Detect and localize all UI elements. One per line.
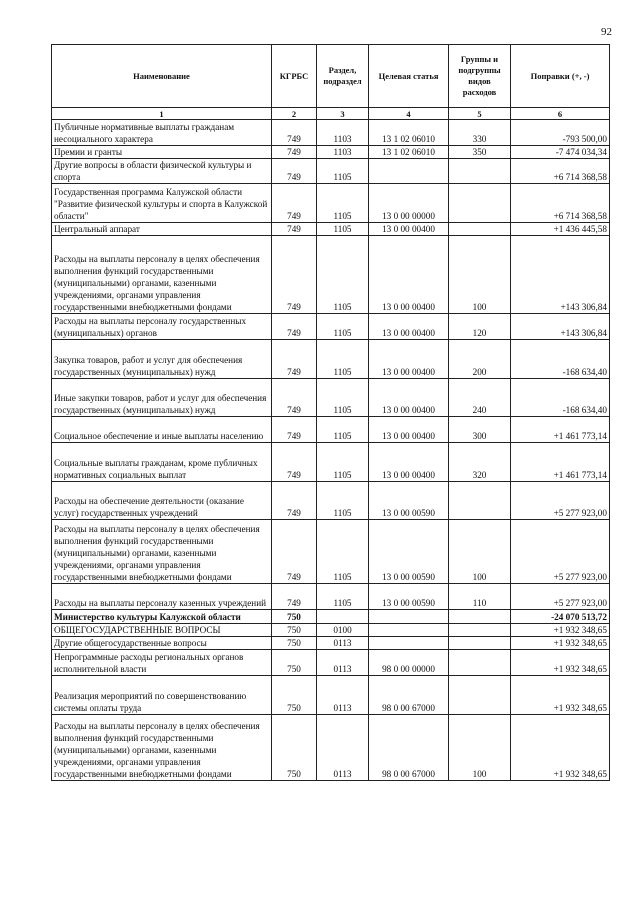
row-name: Другие общегосударственные вопросы: [52, 637, 272, 650]
row-target-article: 13 0 00 00000: [369, 184, 449, 223]
row-name: Реализация мероприятий по совершенствованию системы оплаты труда: [52, 676, 272, 715]
row-expense-group: [449, 482, 511, 520]
row-amount: -24 070 513,72: [511, 610, 610, 624]
row-name: Иные закупки товаров, работ и услуг для обеспечения государственных (муниципальных) нужд: [52, 379, 272, 417]
row-expense-group: [449, 637, 511, 650]
row-section: 1105: [317, 340, 369, 379]
row-target-article: 98 0 00 67000: [369, 715, 449, 781]
row-section: 1103: [317, 146, 369, 159]
row-section: [317, 610, 369, 624]
row-section: 0113: [317, 650, 369, 676]
row-target-article: 13 0 00 00400: [369, 314, 449, 340]
row-expense-group: 240: [449, 379, 511, 417]
row-expense-group: [449, 610, 511, 624]
row-target-article: 13 0 00 00400: [369, 223, 449, 236]
row-expense-group: [449, 223, 511, 236]
row-kgrbs: 749: [272, 184, 317, 223]
row-name: Закупка товаров, работ и услуг для обеспечения государственных (муниципальных) нужд: [52, 340, 272, 379]
row-kgrbs: 749: [272, 584, 317, 610]
row-name: ОБЩЕГОСУДАРСТВЕННЫЕ ВОПРОСЫ: [52, 624, 272, 637]
row-kgrbs: 750: [272, 715, 317, 781]
row-target-article: 13 0 00 00400: [369, 443, 449, 482]
row-name: Непрограммные расходы региональных органов исполнительной власти: [52, 650, 272, 676]
row-target-article: [369, 610, 449, 624]
column-number: 5: [449, 108, 511, 120]
row-expense-group: [449, 184, 511, 223]
row-expense-group: [449, 676, 511, 715]
row-target-article: [369, 624, 449, 637]
table-row: [52, 584, 610, 610]
table-row: [52, 482, 610, 520]
row-section: 0100: [317, 624, 369, 637]
row-section: 1105: [317, 159, 369, 184]
table-row: [52, 610, 610, 624]
row-target-article: 13 0 00 00590: [369, 520, 449, 584]
row-expense-group: 110: [449, 584, 511, 610]
row-section: 0113: [317, 676, 369, 715]
page-number: 92: [601, 26, 612, 38]
row-target-article: 13 0 00 00400: [369, 340, 449, 379]
row-amount: +1 932 348,65: [511, 650, 610, 676]
row-target-article: [369, 159, 449, 184]
row-expense-group: 100: [449, 520, 511, 584]
row-amount: +1 932 348,65: [511, 624, 610, 637]
row-expense-group: 120: [449, 314, 511, 340]
row-target-article: [369, 637, 449, 650]
row-amount: +143 306,84: [511, 236, 610, 314]
table-row: [52, 520, 610, 584]
row-amount: +1 461 773,14: [511, 417, 610, 443]
row-expense-group: 330: [449, 120, 511, 146]
row-target-article: 13 0 00 00400: [369, 417, 449, 443]
budget-amendments-table: [51, 44, 610, 781]
row-kgrbs: 750: [272, 624, 317, 637]
row-amount: +5 277 923,00: [511, 520, 610, 584]
header-name: Наименование: [52, 45, 272, 108]
row-kgrbs: 749: [272, 340, 317, 379]
row-section: 0113: [317, 715, 369, 781]
row-expense-group: 300: [449, 417, 511, 443]
row-target-article: 13 1 02 06010: [369, 146, 449, 159]
row-name: Социальное обеспечение и иные выплаты населению: [52, 417, 272, 443]
row-target-article: 13 0 00 00590: [369, 482, 449, 520]
row-name: Социальные выплаты гражданам, кроме публичных нормативных социальных выплат: [52, 443, 272, 482]
row-amount: +1 436 445,58: [511, 223, 610, 236]
row-expense-group: 100: [449, 715, 511, 781]
row-name: Расходы на выплаты персоналу казенных учреждений: [52, 584, 272, 610]
row-target-article: 98 0 00 00000: [369, 650, 449, 676]
row-name: Публичные нормативные выплаты гражданам несоциального характера: [52, 120, 272, 146]
header-kgrbs: КГРБС: [272, 45, 317, 108]
row-name: Министерство культуры Калужской области: [52, 610, 272, 624]
row-amount: -168 634,40: [511, 379, 610, 417]
row-kgrbs: 749: [272, 120, 317, 146]
row-amount: +1 932 348,65: [511, 715, 610, 781]
row-kgrbs: 749: [272, 236, 317, 314]
table-row: [52, 120, 610, 146]
column-number: 4: [369, 108, 449, 120]
row-expense-group: 200: [449, 340, 511, 379]
table-row: [52, 676, 610, 715]
table-row: [52, 184, 610, 223]
table-row: [52, 443, 610, 482]
row-expense-group: [449, 624, 511, 637]
row-amount: +1 932 348,65: [511, 637, 610, 650]
row-name: Центральный аппарат: [52, 223, 272, 236]
row-section: 1105: [317, 443, 369, 482]
row-section: 1105: [317, 584, 369, 610]
row-kgrbs: 750: [272, 610, 317, 624]
row-expense-group: 350: [449, 146, 511, 159]
row-name: Расходы на выплаты персоналу в целях обеспечения выполнения функций государственными (муниципальными) органами, казенными учреждениями, органами управления государственными внебюджетными фондами: [52, 715, 272, 781]
table-row: [52, 314, 610, 340]
table-row: [52, 715, 610, 781]
row-name: Премии и гранты: [52, 146, 272, 159]
table-row: [52, 379, 610, 417]
row-amount: +143 306,84: [511, 314, 610, 340]
row-kgrbs: 749: [272, 520, 317, 584]
row-name: Расходы на обеспечение деятельности (оказание услуг) государственных учреждений: [52, 482, 272, 520]
row-kgrbs: 750: [272, 650, 317, 676]
column-number: 3: [317, 108, 369, 120]
row-target-article: 13 0 00 00400: [369, 379, 449, 417]
row-name: Расходы на выплаты персоналу государственных (муниципальных) органов: [52, 314, 272, 340]
row-kgrbs: 749: [272, 482, 317, 520]
row-section: 1105: [317, 379, 369, 417]
row-target-article: 13 1 02 06010: [369, 120, 449, 146]
row-kgrbs: 749: [272, 223, 317, 236]
table-row: [52, 637, 610, 650]
row-amount: +6 714 368,58: [511, 159, 610, 184]
row-amount: +5 277 923,00: [511, 482, 610, 520]
table-row: [52, 159, 610, 184]
row-name: Расходы на выплаты персоналу в целях обеспечения выполнения функций государственными (муниципальными) органами, казенными учреждениями, органами управления государственными внебюджетными фондами: [52, 236, 272, 314]
header-target-article: Целевая статья: [369, 45, 449, 108]
row-section: 1105: [317, 223, 369, 236]
row-amount: -793 500,00: [511, 120, 610, 146]
row-section: 0113: [317, 637, 369, 650]
row-target-article: 13 0 00 00590: [369, 584, 449, 610]
row-expense-group: 100: [449, 236, 511, 314]
row-kgrbs: 749: [272, 443, 317, 482]
column-number: 6: [511, 108, 610, 120]
column-number-row: [52, 108, 610, 120]
header-section: Раздел, подраздел: [317, 45, 369, 108]
row-expense-group: 320: [449, 443, 511, 482]
header-amendments: Поправки (+, -): [511, 45, 610, 108]
header-expense-groups: Группы и подгруппы видов расходов: [449, 45, 511, 108]
row-kgrbs: 749: [272, 379, 317, 417]
row-kgrbs: 749: [272, 314, 317, 340]
row-section: 1105: [317, 482, 369, 520]
row-kgrbs: 749: [272, 146, 317, 159]
table-row: [52, 340, 610, 379]
row-section: 1105: [317, 314, 369, 340]
row-name: Другие вопросы в области физической культуры и спорта: [52, 159, 272, 184]
row-section: 1105: [317, 417, 369, 443]
row-name: Государственная программа Калужской области "Развитие физической культуры и спорта в Калужской области": [52, 184, 272, 223]
row-section: 1105: [317, 236, 369, 314]
table-row: [52, 146, 610, 159]
row-amount: -168 634,40: [511, 340, 610, 379]
row-section: 1103: [317, 120, 369, 146]
row-amount: +6 714 368,58: [511, 184, 610, 223]
row-kgrbs: 750: [272, 676, 317, 715]
column-number: 1: [52, 108, 272, 120]
table-row: [52, 650, 610, 676]
row-kgrbs: 749: [272, 159, 317, 184]
row-target-article: 98 0 00 67000: [369, 676, 449, 715]
row-kgrbs: 749: [272, 417, 317, 443]
row-expense-group: [449, 159, 511, 184]
row-expense-group: [449, 650, 511, 676]
row-section: 1105: [317, 184, 369, 223]
row-amount: +1 932 348,65: [511, 676, 610, 715]
row-target-article: 13 0 00 00400: [369, 236, 449, 314]
table-row: [52, 236, 610, 314]
column-number: 2: [272, 108, 317, 120]
row-amount: +5 277 923,00: [511, 584, 610, 610]
row-section: 1105: [317, 520, 369, 584]
row-name: Расходы на выплаты персоналу в целях обеспечения выполнения функций государственными (муниципальными) органами, казенными учреждениями, органами управления государственными внебюджетными фондами: [52, 520, 272, 584]
row-amount: +1 461 773,14: [511, 443, 610, 482]
table-row: [52, 624, 610, 637]
table-header-row: [52, 45, 610, 108]
table-row: [52, 223, 610, 236]
table-row: [52, 417, 610, 443]
row-amount: -7 474 034,34: [511, 146, 610, 159]
row-kgrbs: 750: [272, 637, 317, 650]
